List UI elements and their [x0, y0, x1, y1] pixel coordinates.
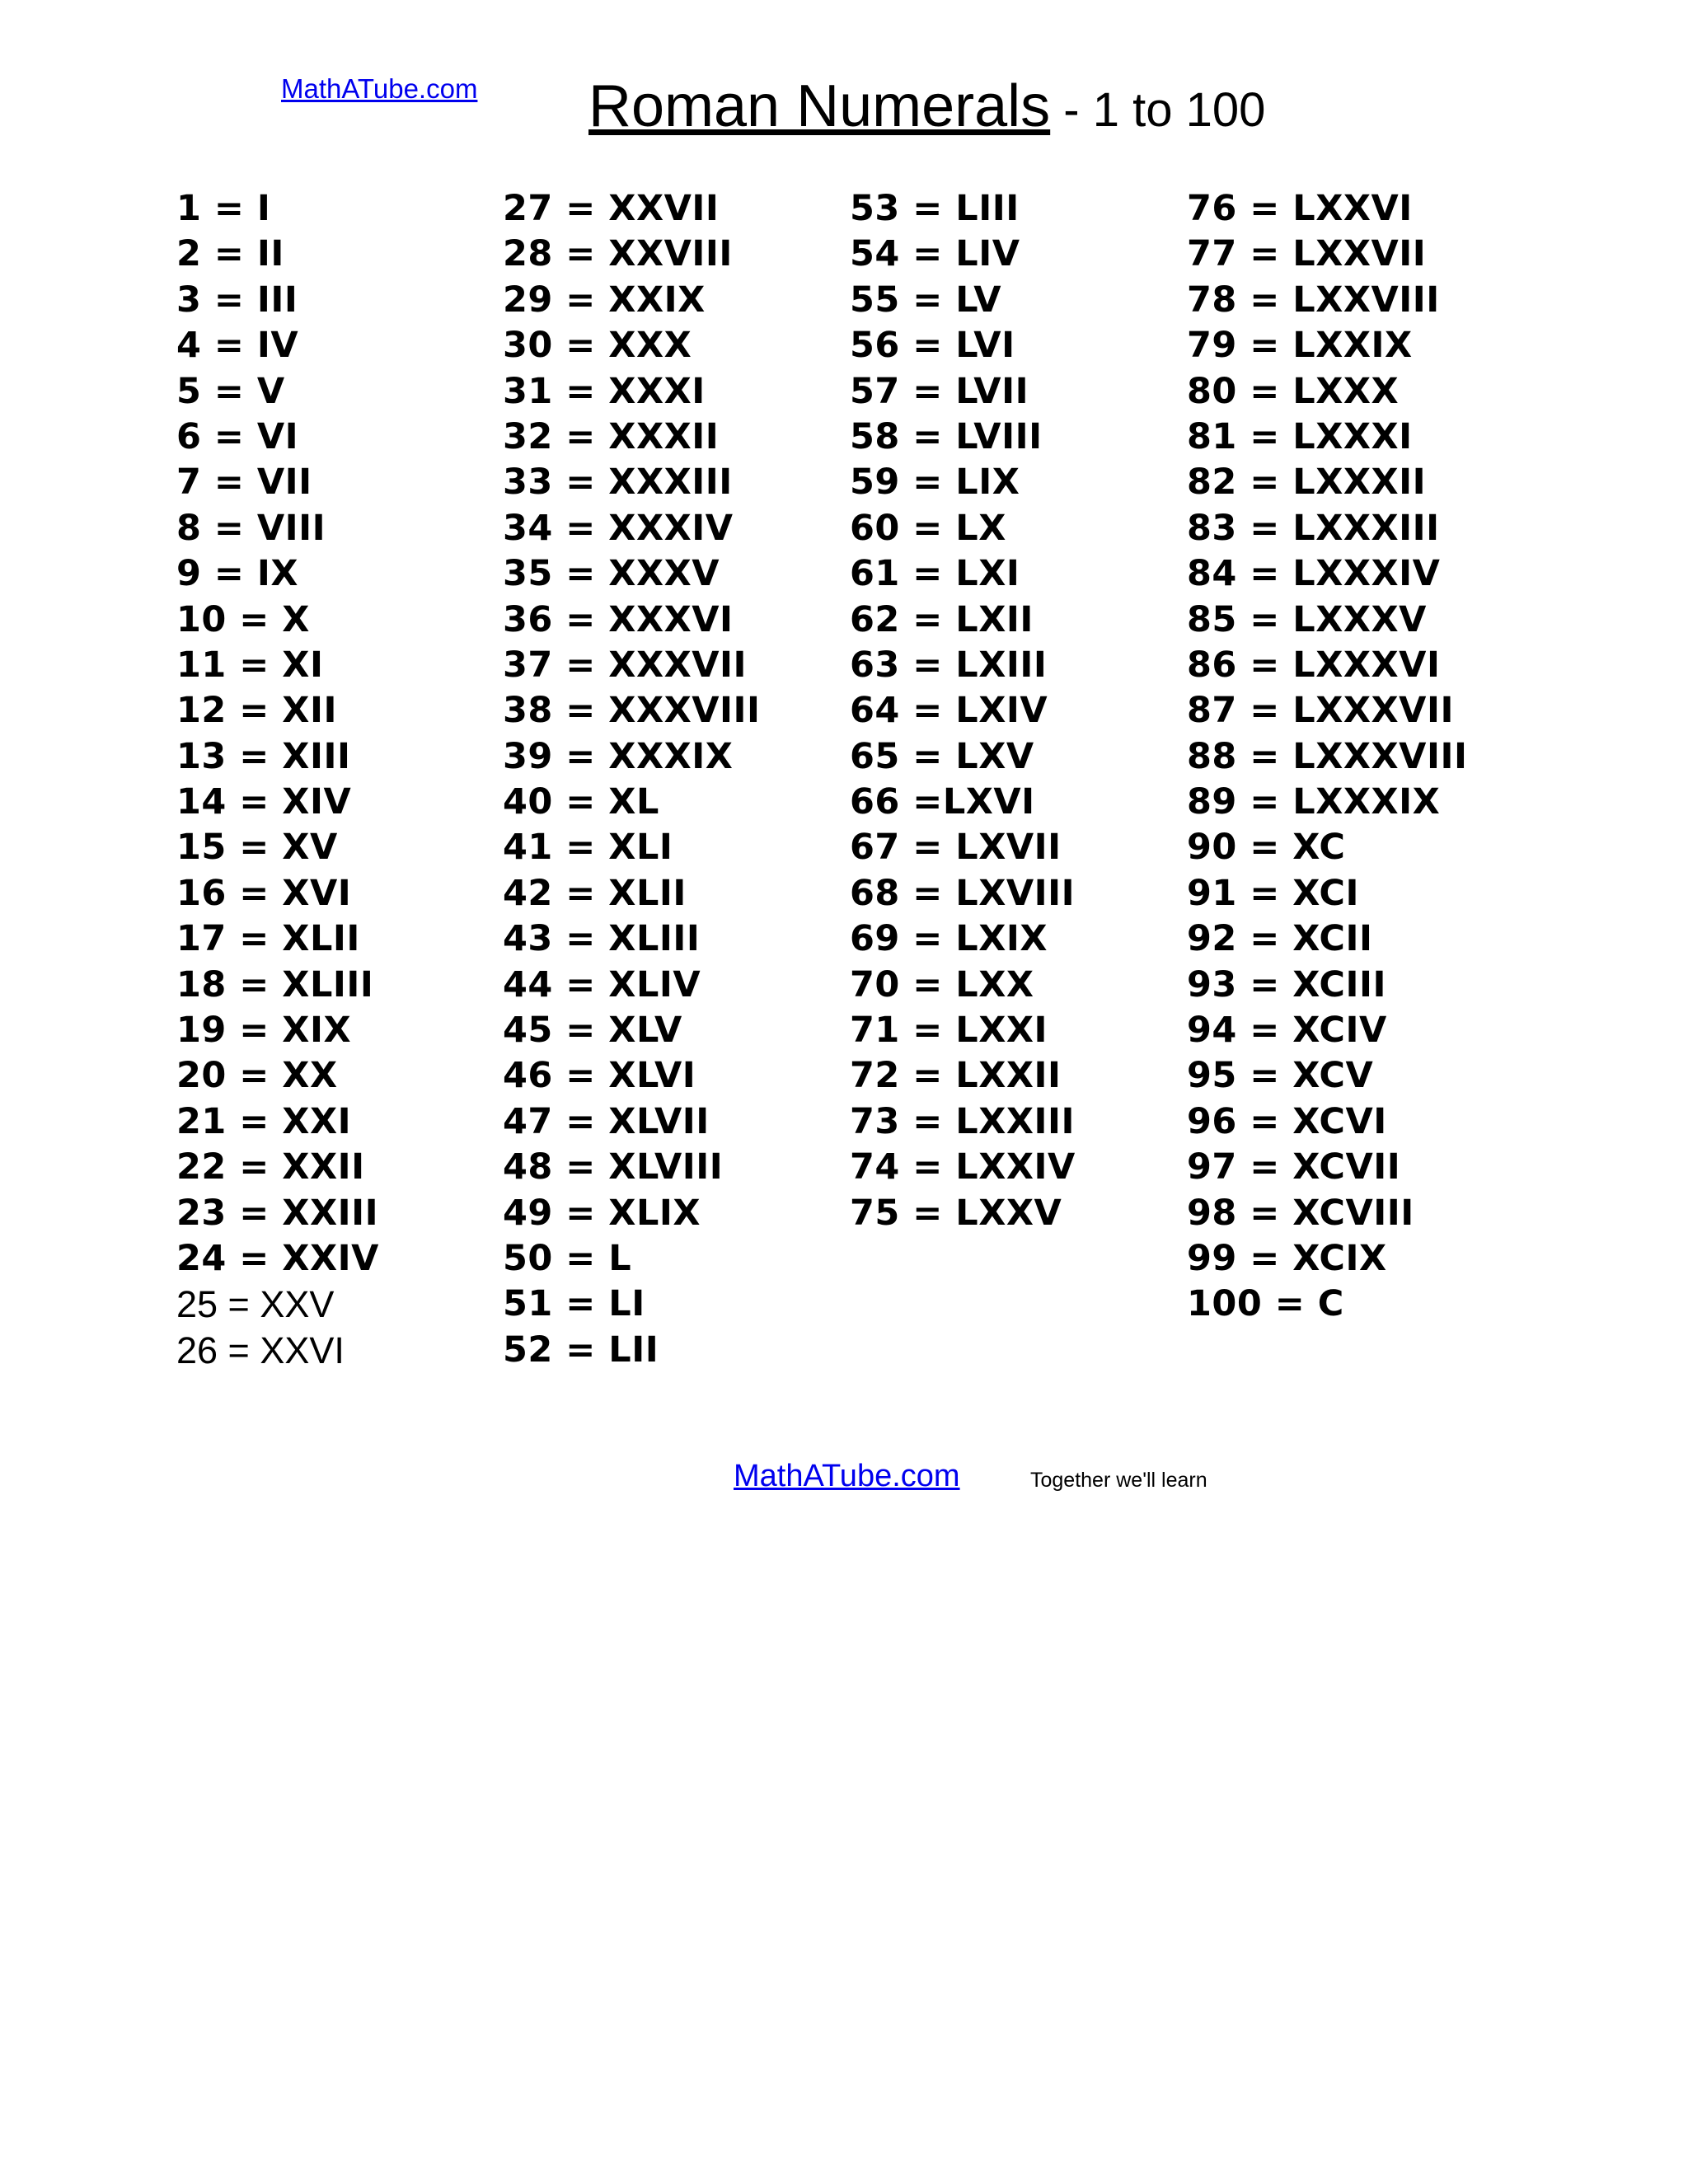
numeral-entry: 54 = LIV	[850, 233, 1020, 275]
numeral-entry: 23 = XXIII	[176, 1192, 379, 1234]
numeral-entry: 56 = LVI	[850, 325, 1015, 367]
numeral-column-1	[176, 186, 379, 1373]
numeral-entry: 36 = XXXVI	[503, 598, 734, 640]
numeral-entry: 40 = XL	[503, 781, 659, 823]
numeral-entry: 42 = XLII	[503, 872, 687, 914]
numeral-entry: 93 = XCIII	[1187, 963, 1386, 1005]
numeral-entry: 66 =LXVI	[850, 781, 1035, 823]
numeral-entry: 68 = LXVIII	[850, 872, 1076, 914]
numeral-column-4	[1187, 186, 1467, 1328]
numeral-entry: 8 = VIII	[176, 507, 326, 549]
numeral-entry: 43 = XLIII	[503, 918, 701, 960]
numeral-entry: 100 = C	[1187, 1283, 1344, 1325]
numeral-entry: 85 = LXXXV	[1187, 598, 1427, 640]
numeral-entry: 39 = XXXIX	[503, 735, 734, 777]
title-separator: -	[1050, 83, 1093, 137]
numeral-entry: 13 = XIII	[176, 735, 351, 777]
footer-tagline: Together we'll learn	[1030, 1469, 1207, 1492]
numeral-entry: 4 = IV	[176, 325, 299, 367]
numeral-entry: 27 = XXVII	[503, 188, 720, 229]
numeral-entry: 6 = VI	[176, 415, 299, 457]
numeral-column-3	[850, 186, 1076, 1236]
numeral-entry: 82 = LXXXII	[1187, 462, 1427, 504]
numeral-entry: 20 = XX	[176, 1055, 338, 1097]
numeral-entry: 91 = XCI	[1187, 872, 1359, 914]
numeral-entry: 17 = XLII	[176, 918, 360, 960]
numeral-entry: 47 = XLVII	[503, 1100, 710, 1142]
numeral-entry: 5 = V	[176, 370, 285, 412]
title-range: 1 to 100	[1092, 83, 1266, 137]
numeral-entry: 89 = LXXXIX	[1187, 781, 1441, 823]
numeral-entry: 2 = II	[176, 233, 284, 275]
numeral-entry: 3 = III	[176, 279, 298, 321]
numeral-entry: 86 = LXXXVI	[1187, 644, 1441, 686]
numeral-entry: 58 = LVIII	[850, 415, 1043, 457]
numeral-entry: 49 = XLIX	[503, 1192, 701, 1234]
numeral-entry: 60 = LX	[850, 507, 1006, 549]
numeral-entry: 84 = LXXXIV	[1187, 553, 1441, 595]
numeral-entry: 46 = XLVI	[503, 1055, 696, 1097]
numeral-entry: 10 = X	[176, 598, 310, 640]
site-link-top[interactable]: MathATube.com	[281, 73, 478, 104]
numeral-entry: 21 = XXI	[176, 1100, 352, 1142]
numeral-entry: 31 = XXXI	[503, 370, 706, 412]
numeral-entry: 61 = LXI	[850, 553, 1020, 595]
numeral-entry: 51 = LI	[503, 1283, 645, 1325]
numeral-entry: 53 = LIII	[850, 188, 1020, 229]
title-main: Roman Numerals	[588, 73, 1051, 139]
numeral-entry: 14 = XIV	[176, 781, 352, 823]
numeral-entry: 94 = XCIV	[1187, 1010, 1387, 1052]
numeral-entry: 29 = XXIX	[503, 279, 706, 321]
numeral-entry: 44 = XLIV	[503, 963, 701, 1005]
numeral-column-2	[503, 186, 761, 1373]
numeral-entry: 7 = VII	[176, 462, 312, 504]
numeral-entry: 62 = LXII	[850, 598, 1034, 640]
numeral-entry: 18 = XLIII	[176, 963, 374, 1005]
numeral-entry: 96 = XCVI	[1187, 1100, 1387, 1142]
numeral-entry: 67 = LXVII	[850, 827, 1062, 869]
numeral-entry: 65 = LXV	[850, 735, 1034, 777]
numeral-entry: 32 = XXXII	[503, 415, 720, 457]
numeral-entry: 24 = XXIV	[176, 1237, 379, 1279]
numeral-entry: 64 = LXIV	[850, 690, 1048, 732]
numeral-entry: 71 = LXXI	[850, 1010, 1048, 1052]
numeral-entry: 57 = LVII	[850, 370, 1029, 412]
numeral-entry: 87 = LXXXVII	[1187, 690, 1454, 732]
numeral-entry: 45 = XLV	[503, 1010, 682, 1052]
numeral-entry: 34 = XXXIV	[503, 507, 734, 549]
numeral-entry: 77 = LXXVII	[1187, 233, 1427, 275]
numeral-entry: 28 = XXVIII	[503, 233, 733, 275]
numeral-entry: 78 = LXXVIII	[1187, 279, 1440, 321]
numeral-entry: 22 = XXII	[176, 1146, 365, 1188]
numeral-entry: 35 = XXXV	[503, 553, 720, 595]
numeral-entry: 69 = LXIX	[850, 918, 1048, 960]
numeral-entry: 90 = XC	[1187, 827, 1346, 869]
numeral-entry: 59 = LIX	[850, 462, 1020, 504]
numeral-entry: 11 = XI	[176, 644, 324, 686]
numeral-entry: 81 = LXXXI	[1187, 415, 1413, 457]
numeral-entry: 19 = XIX	[176, 1010, 352, 1052]
numeral-entry: 83 = LXXXIII	[1187, 507, 1440, 549]
numeral-entry: 1 = I	[176, 188, 271, 229]
numeral-entry: 52 = LII	[503, 1329, 659, 1371]
numeral-entry: 70 = LXX	[850, 963, 1034, 1005]
numeral-entry: 38 = XXXVIII	[503, 690, 761, 732]
numeral-entry: 9 = IX	[176, 553, 299, 595]
numeral-entry: 41 = XLI	[503, 827, 673, 869]
numeral-entry: 50 = L	[503, 1237, 632, 1279]
numeral-entry: 12 = XII	[176, 690, 337, 732]
numeral-entry: 33 = XXXIII	[503, 462, 733, 504]
numeral-entry: 74 = LXXIV	[850, 1146, 1076, 1188]
numeral-entry: 25 = XXV	[176, 1283, 335, 1326]
numeral-entry: 79 = LXXIX	[1187, 325, 1413, 367]
numeral-entry: 72 = LXXII	[850, 1055, 1062, 1097]
numeral-entry: 92 = XCII	[1187, 918, 1373, 960]
numeral-entry: 48 = XLVIII	[503, 1146, 724, 1188]
numeral-entry: 95 = XCV	[1187, 1055, 1374, 1097]
numeral-entry: 63 = LXIII	[850, 644, 1048, 686]
numeral-entry: 30 = XXX	[503, 325, 692, 367]
numeral-entry: 26 = XXVI	[176, 1329, 345, 1371]
numeral-entry: 15 = XV	[176, 827, 338, 869]
numeral-entry: 88 = LXXXVIII	[1187, 735, 1468, 777]
site-link-footer[interactable]: MathATube.com	[734, 1459, 960, 1493]
numeral-entry: 97 = XCVII	[1187, 1146, 1401, 1188]
numeral-entry: 99 = XCIX	[1187, 1237, 1387, 1279]
numeral-entry: 98 = XCVIII	[1187, 1192, 1414, 1234]
numeral-entry: 37 = XXXVII	[503, 644, 748, 686]
numeral-entry: 76 = LXXVI	[1187, 188, 1413, 229]
numeral-entry: 55 = LV	[850, 279, 1002, 321]
numeral-entry: 80 = LXXX	[1187, 370, 1400, 412]
numeral-entry: 73 = LXXIII	[850, 1100, 1076, 1142]
numeral-entry: 75 = LXXV	[850, 1192, 1062, 1234]
numeral-entry: 16 = XVI	[176, 872, 352, 914]
page-title	[588, 69, 1265, 160]
